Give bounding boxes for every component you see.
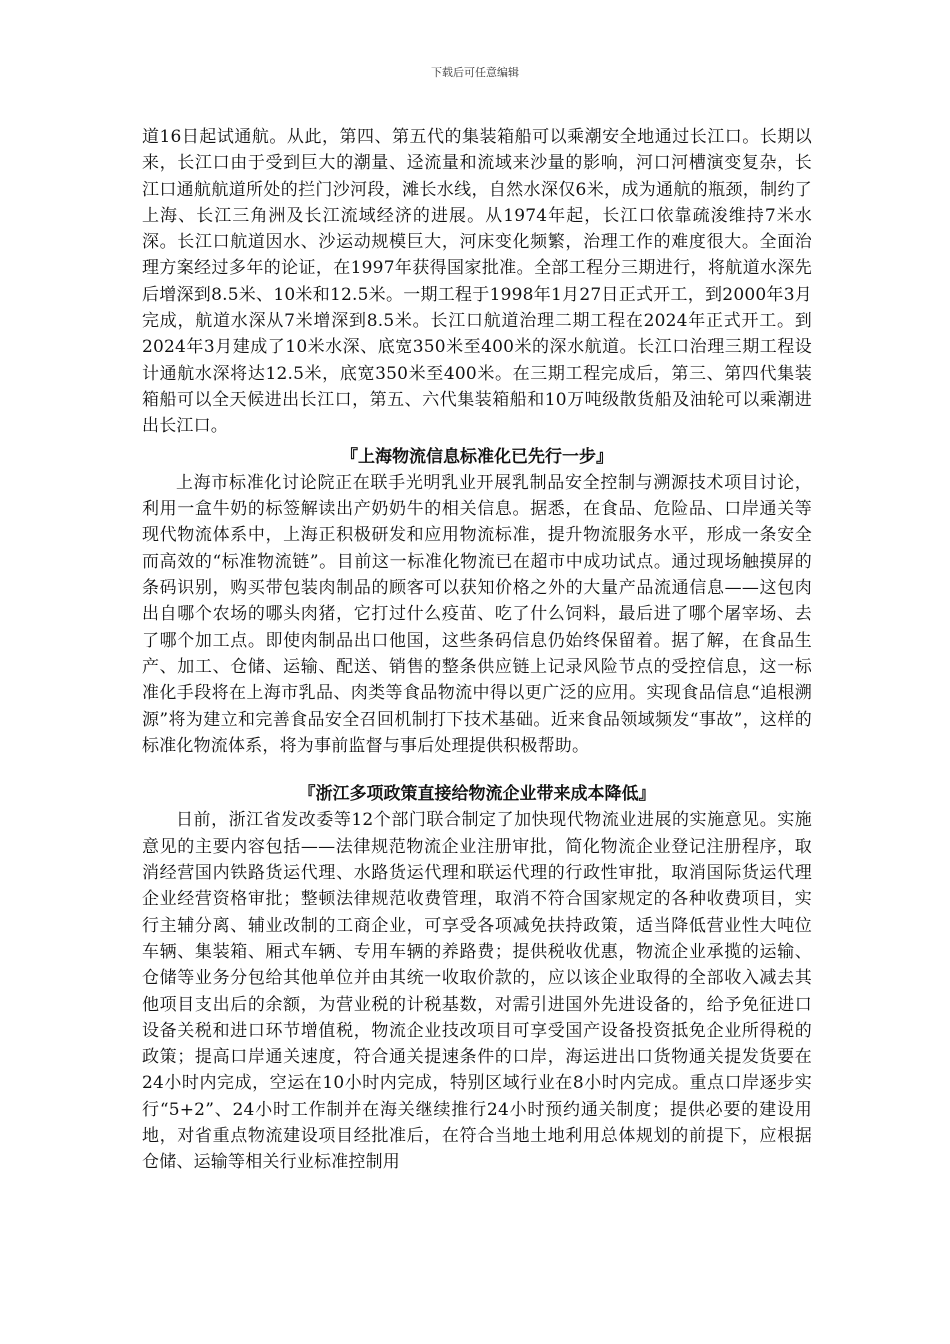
document-body [142,124,812,1176]
section-paragraph-shanghai: 上海市标准化讨论院正在联手光明乳业开展乳制品安全控制与溯源技术项目讨论，利用一盒牛奶的标签解读出产奶奶牛的相关信息。据悉，在食品、危险品、口岸通关等现代物流体系中，上海正积极研发和应用物流标准，提升物流服务水平，形成一条安全而高效的“标准物流链”。目前这一标准化物流已在超市中成功试点。通过现场触摸屏的条码识别，购买带包装肉制品的顾客可以获知价格之外的大量产品流通信息——这包肉出自哪个农场的哪头肉猪，它打过什么疫苗、吃了什么饲料，最后进了哪个屠宰场、去了哪个加工点。即使肉制品出口他国，这些条码信息仍始终保留着。据了解，在食品生产、加工、仓储、运输、配送、销售的整条供应链上记录风险节点的受控信息，这一标准化手段将在上海市乳品、肉类等食品物流中得以更广泛的应用。实现食品信息“追根溯源”将为建立和完善食品安全召回机制打下技术基础。近来食品领域频发“事故”，这样的标准化物流体系，将为事前监督与事后处理提供积极帮助。 [142,472,812,756]
section-title-zhejiang: 『浙江多项政策直接给物流企业带来成本降低』 [298,784,656,805]
section-paragraph-zhejiang: 日前，浙江省发改委等12个部门联合制定了加快现代物流业进展的实施意见。实施意见的主要内容包括——法律规范物流企业注册审批，简化物流企业登记注册程序，取消经营国内铁路货运代理、水路货运代理和联运代理的行政性审批，取消国际货运代理企业经营资格审批；整顿法律规范收费管理，取消不符合国家规定的各种收费项目，实行主辅分离、辅业改制的工商企业，可享受各项减免扶持政策，适当降低营业性大吨位车辆、集装箱、厢式车辆、专用车辆的养路费；提供税收优惠，物流企业承揽的运输、仓储等业务分包给其他单位并由其统一收取价款的，应以该企业取得的全部收入减去其他项目支出后的余额，为营业税的计税基数，对需引进国外先进设备的，给予免征进口设备关税和进口环节增值税，物流企业技改项目可享受国产设备投资抵免企业所得税的政策；提高口岸通关速度，符合通关提速条件的口岸，海运进出口货物通关提发货要在24小时内完成，空运在10小时内完成，特别区域行业在8小时内完成。重点口岸逐步实行“5+2”、24小时工作制并在海关继续推行24小时预约通关制度；提供必要的建设用地，对省重点物流建设项目经批准后，在符合当地土地利用总体规划的前提下，应根据仓储、运输等相关行业标准控制用 [142,810,812,1173]
page-header: 下载后可任意编辑 [431,66,519,79]
intro-paragraph: 道16日起试通航。从此，第四、第五代的集装箱船可以乘潮安全地通过长江口。长期以来，长江口由于受到巨大的潮量、迳流量和流域来沙量的影响，河口河槽演变复杂，长江口通航航道所处的拦门沙河段，滩长水线，自然水深仅6米，成为通航的瓶颈，制约了上海、长江三角洲及长江流域经济的进展。从1974年起，长江口依靠疏浚维持7米水深。长江口航道因水、沙运动规模巨大，河床变化频繁，治理工作的难度很大。全面治理方案经过多年的论证，在1997年获得国家批准。全部工程分三期进行，将航道水深先后增深到8.5米、10米和12.5米。一期工程于1998年1月27日正式开工，到2000年3月完成，航道水深从7米增深到8.5米。长江口航道治理二期工程在2024年正式开工。到2024年3月建成了10米水深、底宽350米至400米的深水航道。长江口治理三期工程设计通航水深将达12.5米，底宽350米至400米。在三期工程完成后，第三、第四代集装箱船可以全天候进出长江口，第五、六代集装箱船和10万吨级散货船及油轮可以乘潮进出长江口。 [142,127,812,437]
spacer [142,759,812,781]
section-title-shanghai: 『上海物流信息标准化已先行一步』 [341,446,613,467]
